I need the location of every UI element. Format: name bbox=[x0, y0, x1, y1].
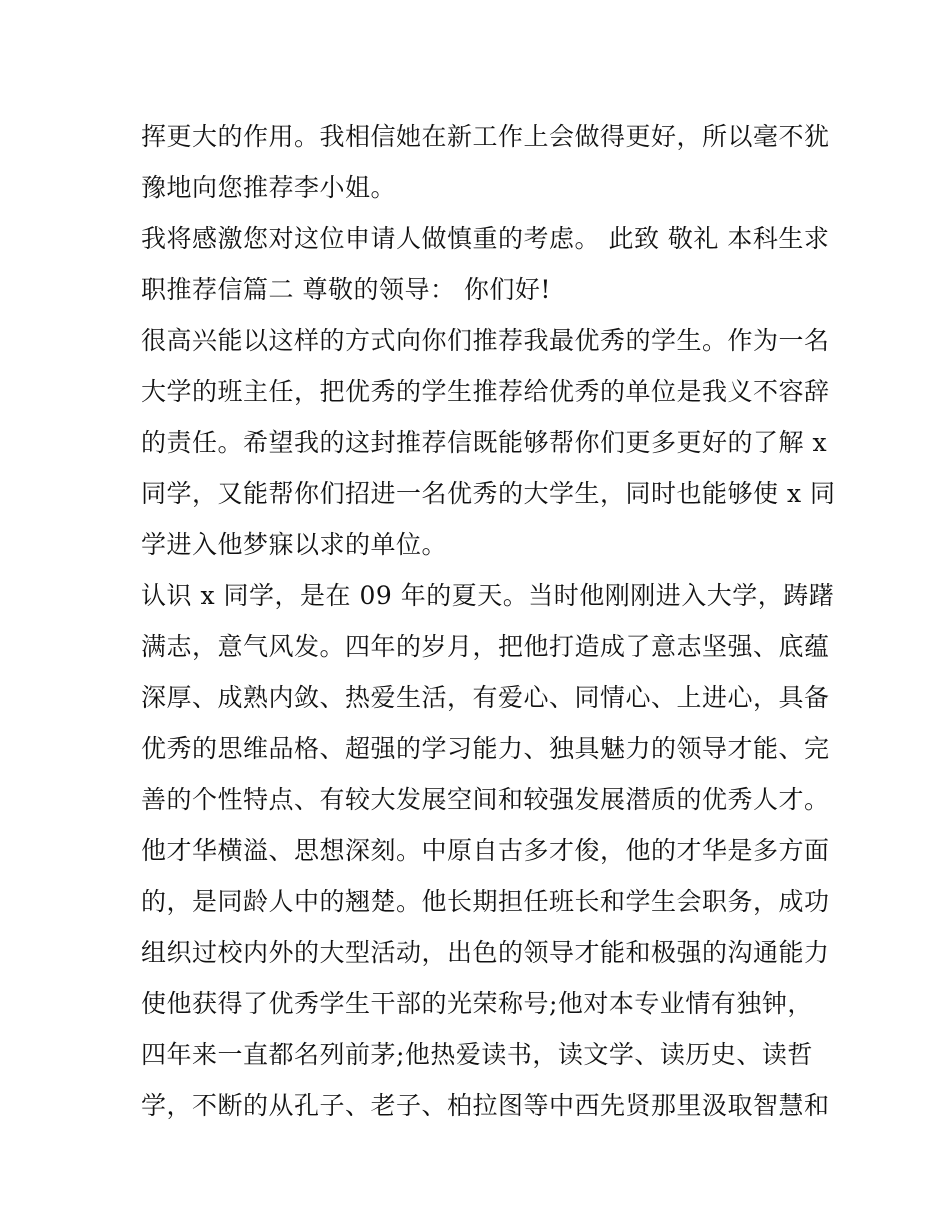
text-line: 使他获得了优秀学生干部的光荣称号;他对本专业情有独钟， bbox=[141, 989, 813, 1018]
text-line: 很高兴能以这样的方式向你们推荐我最优秀的学生。作为一名 bbox=[141, 326, 830, 355]
text-line: 的责任。希望我的这封推荐信既能够帮你们更多更好的了解 x bbox=[141, 428, 828, 457]
text-line: 善的个性特点、有较大发展空间和较强发展潜质的优秀人才。 bbox=[141, 785, 830, 814]
text-line: 学，不断的从孔子、老子、柏拉图等中西先贤那里汲取智慧和 bbox=[141, 1091, 830, 1120]
text-line: 学进入他梦寐以求的单位。 bbox=[141, 530, 448, 559]
text-line: 认识 x 同学，是在 09 年的夏天。当时他刚刚进入大学，踌躇 bbox=[141, 581, 835, 610]
text-line: 满志，意气风发。四年的岁月，把他打造成了意志坚强、底蕴 bbox=[141, 632, 830, 661]
text-line: 同学，又能帮你们招进一名优秀的大学生，同时也能够使 x 同 bbox=[141, 479, 836, 508]
text-line: 优秀的思维品格、超强的学习能力、独具魅力的领导才能、完 bbox=[141, 734, 830, 763]
text-line: 他才华横溢、思想深刻。中原自古多才俊，他的才华是多方面 bbox=[141, 836, 830, 865]
text-line: 组织过校内外的大型活动，出色的领导才能和极强的沟通能力 bbox=[141, 938, 830, 967]
text-line: 大学的班主任，把优秀的学生推荐给优秀的单位是我义不容辞 bbox=[141, 377, 830, 406]
text-line: 豫地向您推荐李小姐。 bbox=[141, 173, 397, 202]
text-line: 挥更大的作用。我相信她在新工作上会做得更好，所以毫不犹 bbox=[141, 122, 830, 151]
text-line: 四年来一直都名列前茅;他热爱读书，读文学、读历史、读哲 bbox=[141, 1040, 813, 1069]
text-line: 的，是同龄人中的翘楚。他长期担任班长和学生会职务，成功 bbox=[141, 887, 830, 916]
text-line: 我将感激您对这位申请人做慎重的考虑。 此致 敬礼 本科生求 bbox=[141, 224, 830, 253]
text-line: 职推荐信篇二 尊敬的领导： 你们好! bbox=[141, 275, 551, 304]
document-body bbox=[141, 111, 836, 1131]
text-line: 深厚、成熟内敛、热爱生活，有爱心、同情心、上进心，具备 bbox=[141, 683, 830, 712]
